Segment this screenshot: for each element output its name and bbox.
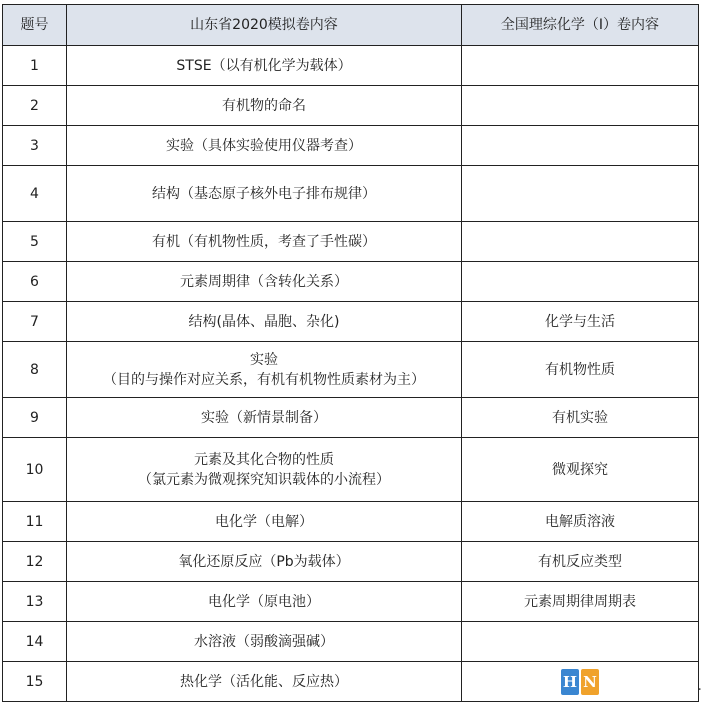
table-row [3, 86, 699, 126]
cell-national-content [462, 262, 699, 302]
cell-national-content: 有机反应类型 [462, 542, 699, 582]
cell-national-content: 电解质溶液 [462, 502, 699, 542]
cell-question-no: 2 [3, 86, 67, 126]
cell-national-content: 有机物性质 [462, 342, 699, 398]
header-shandong: 山东省2020模拟卷内容 [67, 5, 462, 46]
cell-national-content: 有机实验 [462, 398, 699, 438]
table-row [3, 222, 699, 262]
cell-text-line: 水溶液（弱酸滴强碱） [194, 633, 334, 650]
cell-national-content [462, 622, 699, 662]
cell-text-line: 电化学（电解） [215, 513, 313, 530]
table-row [3, 582, 699, 622]
cell-shandong-content [67, 222, 462, 262]
cell-shandong-content [67, 622, 462, 662]
table-row [3, 438, 699, 502]
cell-text-line: 氧化还原反应（Pb为载体） [178, 553, 350, 570]
cell-shandong-content [67, 302, 462, 342]
cell-shandong-content [67, 582, 462, 622]
cell-question-no: 1 [3, 46, 67, 86]
cell-question-no: 3 [3, 126, 67, 166]
cell-question-no: 9 [3, 398, 67, 438]
cell-national-content [462, 222, 699, 262]
table-row [3, 502, 699, 542]
header-row [3, 5, 699, 46]
cell-national-content: 元素周期律周期表 [462, 582, 699, 622]
cell-shandong-content [67, 46, 462, 86]
cell-national-content [462, 46, 699, 86]
cell-text-line: 元素周期律（含转化关系） [180, 273, 348, 290]
cell-text-line: 元素及其化合物的性质 [194, 451, 334, 468]
cell-text-line: 实验（新情景制备） [201, 409, 327, 426]
cell-national-content [462, 126, 699, 166]
table-row [3, 126, 699, 166]
cell-text-line: 有机物的命名 [222, 97, 306, 114]
table-row [3, 542, 699, 582]
cell-question-no: 15 [3, 662, 67, 702]
cell-question-no: 6 [3, 262, 67, 302]
header-no: 题号 [3, 5, 67, 46]
cell-text-line: 电化学（原电池） [208, 593, 320, 610]
cell-shandong-content [67, 438, 462, 502]
cell-text-line: 有机（有机物性质，考查了手性碳） [152, 233, 376, 250]
table-row [3, 398, 699, 438]
cell-shandong-content [67, 86, 462, 126]
cell-national-content: 微观探究 [462, 438, 699, 502]
cell-question-no: 13 [3, 582, 67, 622]
table-row [3, 302, 699, 342]
header-national: 全国理综化学（I）卷内容 [462, 5, 699, 46]
cell-shandong-content [67, 262, 462, 302]
cell-shandong-content [67, 126, 462, 166]
cell-question-no: 12 [3, 542, 67, 582]
cell-question-no: 7 [3, 302, 67, 342]
cell-national-content [462, 86, 699, 126]
cell-national-content [462, 662, 699, 702]
cell-question-no: 11 [3, 502, 67, 542]
cell-text-line: 实验（具体实验使用仪器考查） [166, 137, 362, 154]
table-row [3, 262, 699, 302]
cell-text-line: （目的与操作对应关系，有机有机物性质素材为主） [103, 371, 425, 388]
cell-question-no: 14 [3, 622, 67, 662]
hn-logo [561, 669, 599, 695]
table-row [3, 46, 699, 86]
cell-question-no: 5 [3, 222, 67, 262]
cell-shandong-content [67, 502, 462, 542]
cell-shandong-content [67, 342, 462, 398]
cell-question-no: 8 [3, 342, 67, 398]
cell-question-no: 4 [3, 166, 67, 222]
cell-text-line: 结构(晶体、晶胞、杂化) [188, 313, 340, 330]
logo-letter-n: N [581, 669, 599, 695]
cell-question-no: 10 [3, 438, 67, 502]
cell-text-line: （氯元素为微观探究知识载体的小流程） [138, 471, 390, 488]
cell-shandong-content [67, 166, 462, 222]
cell-shandong-content [67, 662, 462, 702]
cell-national-content [462, 166, 699, 222]
table-row [3, 342, 699, 398]
comparison-table [2, 4, 699, 702]
cell-text-line: 结构（基态原子核外电子排布规律） [152, 185, 376, 202]
cell-text-line: STSE（以有机化学为载体） [176, 57, 352, 74]
table-row [3, 662, 699, 702]
cell-text-line: 热化学（活化能、反应热） [180, 673, 348, 690]
cell-text-line: 实验 [250, 351, 278, 368]
table-row [3, 622, 699, 662]
cell-shandong-content [67, 398, 462, 438]
edge-mark: · [697, 682, 702, 698]
cell-shandong-content [67, 542, 462, 582]
cell-national-content: 化学与生活 [462, 302, 699, 342]
table-row [3, 166, 699, 222]
logo-letter-h: H [561, 669, 579, 695]
